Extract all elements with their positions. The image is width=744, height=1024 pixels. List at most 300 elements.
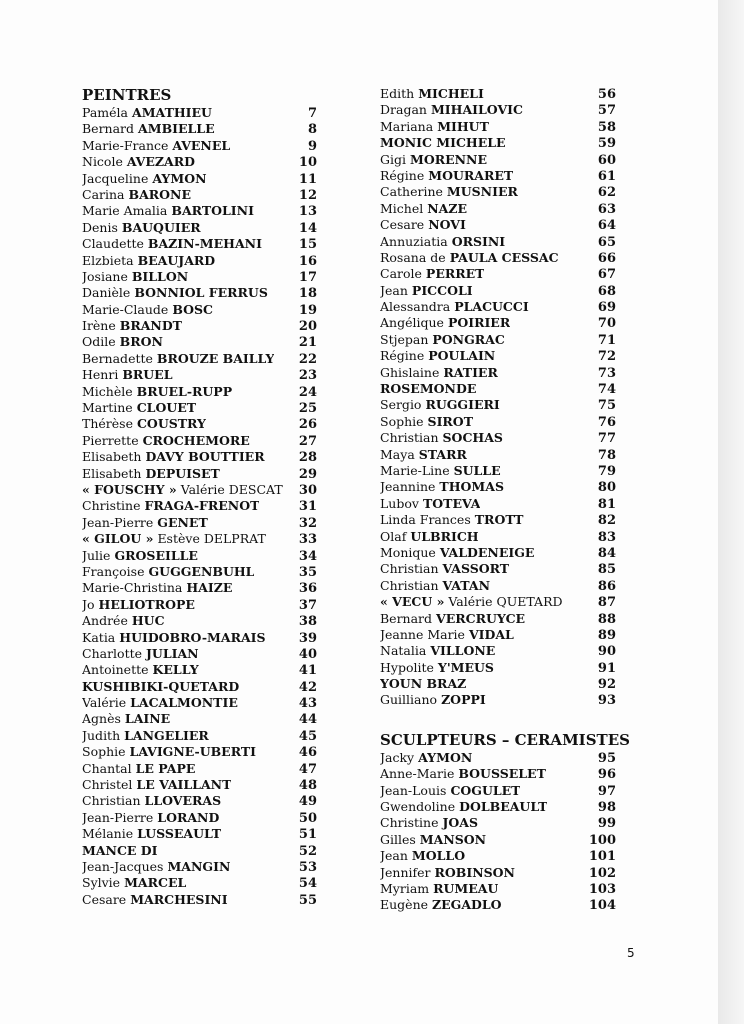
artist-last-name: TROTT: [474, 512, 524, 528]
artist-name: [380, 881, 498, 897]
page-ref: 35: [298, 564, 317, 580]
artist-first-name: « GILOU »: [82, 531, 154, 547]
artist-first-name: Mariana: [380, 118, 434, 134]
artist-last-name: VATAN: [442, 577, 491, 593]
artist-name: [380, 750, 472, 766]
artist-first-name: Thérèse: [82, 416, 133, 432]
index-entry: [82, 646, 317, 662]
page-ref: 64: [597, 218, 616, 234]
page-ref: 14: [298, 220, 317, 236]
artist-first-name: Marie-Line: [380, 462, 450, 478]
peintres-list-continued: [380, 86, 616, 709]
page-ref: 49: [298, 794, 317, 810]
artist-first-name: Gigi: [380, 151, 406, 167]
artist-last-name: SULLE: [453, 462, 501, 478]
artist-last-name: VERCRUYCE: [436, 610, 526, 626]
artist-last-name: LORAND: [157, 809, 220, 825]
artist-name: [82, 564, 254, 580]
artist-name: [82, 662, 199, 678]
artist-last-name: KELLY: [152, 662, 199, 678]
page-ref: 88: [597, 611, 616, 627]
page-ref: 79: [597, 463, 616, 479]
artist-name: [82, 334, 163, 350]
artist-first-name: Jacky: [380, 749, 415, 765]
artist-first-name: Hypolite: [380, 659, 434, 675]
artist-name: [380, 152, 487, 168]
artist-name: [82, 875, 186, 891]
index-entry: [82, 711, 317, 727]
artist-first-name: Claudette: [82, 236, 144, 252]
page-ref: 65: [597, 234, 616, 250]
artist-first-name: Elisabeth: [82, 465, 142, 481]
artist-last-name: POULAIN: [428, 348, 496, 364]
artist-first-name: Judith: [82, 727, 121, 743]
page-ref: 32: [298, 515, 317, 531]
artist-name: [82, 105, 212, 121]
page-ref: 97: [597, 783, 616, 799]
artist-name: [82, 187, 191, 203]
index-entry: [380, 479, 616, 495]
artist-last-name: COUSTRY: [136, 416, 206, 432]
artist-last-name: MICHELI: [418, 86, 484, 101]
artist-first-name: Christel: [82, 777, 133, 793]
artist-name: [380, 184, 518, 200]
index-entry: [82, 236, 317, 252]
index-entry: [82, 892, 317, 908]
page-ref: 56: [597, 87, 616, 102]
artist-last-name: PONGRAC: [432, 331, 505, 347]
artist-name: [82, 498, 259, 514]
page-ref: 75: [597, 398, 616, 414]
artist-last-name: BROUZE BAILLY: [156, 350, 275, 366]
index-entry: [82, 761, 317, 777]
index-entry: [82, 302, 317, 318]
index-entry: [82, 613, 317, 629]
artist-last-name: BAZIN-MEHANI: [147, 236, 262, 252]
artist-name: [380, 545, 534, 561]
index-entry: [380, 397, 616, 413]
artist-name: [82, 302, 213, 318]
artist-first-name: Christian: [380, 561, 439, 577]
page-ref: 51: [298, 827, 317, 843]
artist-name: [82, 859, 230, 875]
artist-name: [82, 121, 215, 137]
section-heading-peintres: PEINTRES: [82, 86, 172, 104]
index-entry: [380, 676, 616, 692]
page-ref: 20: [298, 319, 317, 335]
index-entry: [82, 318, 317, 334]
artist-name: [380, 299, 529, 315]
artist-last-name: ROSEMONDE: [380, 381, 477, 397]
artist-first-name: Christine: [380, 815, 439, 831]
artist-first-name: Christian: [380, 577, 439, 593]
index-entry: [380, 627, 616, 643]
sculpteurs-list: [380, 750, 616, 914]
index-entry: [82, 531, 317, 547]
page-ref: 101: [588, 849, 616, 865]
artist-first-name: Christian: [380, 430, 439, 446]
artist-first-name: Marie Amalia: [82, 203, 168, 219]
artist-name: [82, 646, 199, 662]
artist-last-name: Estève DELPRAT: [157, 531, 266, 547]
artist-last-name: AVEZARD: [126, 154, 195, 170]
artist-last-name: BRON: [119, 334, 163, 350]
artist-first-name: Jean-Jacques: [82, 858, 164, 874]
peintres-list: [82, 105, 317, 908]
page-ref: 91: [597, 660, 616, 676]
index-entry: [82, 105, 317, 121]
index-entry: [82, 285, 317, 301]
page-ref: 73: [597, 365, 616, 381]
index-entry: [380, 643, 616, 659]
page-edge-shadow: [718, 0, 744, 1024]
page-ref: 96: [597, 767, 616, 783]
artist-name: [82, 761, 195, 777]
artist-name: [380, 430, 503, 446]
artist-name: [380, 815, 478, 831]
artist-first-name: Sophie: [380, 413, 424, 429]
index-entry: [380, 529, 616, 545]
index-entry: [82, 695, 317, 711]
artist-name: [82, 711, 170, 727]
page-ref: 50: [298, 810, 317, 826]
page-ref: 45: [298, 728, 317, 744]
page-ref: 100: [588, 832, 616, 848]
page-ref: 30: [298, 482, 317, 498]
artist-name: [82, 351, 274, 367]
artist-last-name: YOUN BRAZ: [380, 676, 467, 692]
index-entry: [380, 447, 616, 463]
page-ref: 99: [597, 816, 616, 832]
artist-name: [380, 848, 465, 864]
artist-first-name: Bernadette: [82, 350, 153, 366]
artist-first-name: Bernard: [380, 610, 433, 626]
page-ref: 59: [597, 136, 616, 152]
artist-last-name: LACALMONTIE: [130, 695, 238, 711]
index-entry: [82, 187, 317, 203]
artist-first-name: Carina: [82, 186, 125, 202]
page-ref: 85: [597, 562, 616, 578]
artist-last-name: RUGGIERI: [425, 397, 500, 413]
artist-name: [380, 783, 520, 799]
artist-name: [82, 384, 232, 400]
page-ref: 89: [597, 627, 616, 643]
section-heading-sculpteurs: SCULPTEURS – CERAMISTES: [380, 730, 630, 749]
artist-last-name: AMATHIEU: [132, 105, 212, 120]
artist-last-name: BOSC: [172, 301, 213, 317]
artist-first-name: Christine: [82, 498, 141, 514]
artist-name: [380, 561, 509, 577]
artist-last-name: JOAS: [442, 815, 479, 831]
artist-first-name: Sylvie: [82, 875, 121, 891]
artist-first-name: Jacqueline: [82, 170, 149, 186]
artist-first-name: Denis: [82, 219, 118, 235]
page-ref: 22: [298, 351, 317, 367]
index-entry: [380, 234, 616, 250]
artist-last-name: SOCHAS: [442, 430, 503, 446]
index-entry: [380, 315, 616, 331]
artist-first-name: Maya: [380, 446, 415, 462]
artist-name: [82, 203, 254, 219]
artist-name: [380, 479, 504, 495]
artist-last-name: MANGIN: [167, 858, 231, 874]
index-entry: [380, 832, 616, 848]
page-ref: 48: [298, 778, 317, 794]
artist-first-name: Michel: [380, 200, 424, 216]
index-entry: [380, 430, 616, 446]
index-entry: [380, 594, 616, 610]
page-ref: 15: [298, 237, 317, 253]
artist-first-name: Chantal: [82, 760, 132, 776]
artist-last-name: HUIDOBRO-MARAIS: [119, 629, 266, 645]
artist-first-name: Danièle: [82, 285, 131, 301]
index-entry: [82, 498, 317, 514]
index-entry: [82, 449, 317, 465]
page-ref: 93: [597, 693, 616, 709]
index-entry: [82, 662, 317, 678]
index-entry: [82, 597, 317, 613]
index-entry: [380, 299, 616, 315]
artist-last-name: BAUQUIER: [121, 219, 201, 235]
artist-last-name: VASSORT: [442, 561, 510, 577]
artist-first-name: Lubov: [380, 495, 419, 511]
index-entry: [82, 220, 317, 236]
artist-last-name: LE VAILLANT: [136, 777, 232, 793]
artist-last-name: PICCOLI: [411, 282, 473, 298]
artist-name: [82, 220, 201, 236]
page-ref: 29: [298, 466, 317, 482]
artist-name: [380, 266, 484, 282]
artist-name: [380, 766, 546, 782]
artist-name: [380, 594, 563, 610]
artist-name: [82, 253, 215, 269]
artist-last-name: DOLBEAULT: [459, 799, 548, 815]
page-ref: 92: [597, 677, 616, 693]
artist-first-name: Ghislaine: [380, 364, 440, 380]
index-entry: [82, 580, 317, 596]
artist-name: [82, 679, 239, 695]
artist-first-name: Marie-Claude: [82, 301, 169, 317]
artist-name: [380, 381, 476, 397]
artist-last-name: VIDAL: [468, 626, 514, 642]
index-entry: [380, 119, 616, 135]
page-ref: 11: [298, 171, 317, 187]
artist-first-name: Gilles: [380, 831, 416, 847]
page-ref: 86: [597, 578, 616, 594]
page-ref: 60: [597, 152, 616, 168]
artist-name: [380, 578, 490, 594]
index-entry: [380, 881, 616, 897]
artist-first-name: Jean-Pierre: [82, 809, 154, 825]
artist-name: [82, 154, 195, 170]
index-entry: [380, 815, 616, 831]
index-entry: [380, 545, 616, 561]
artist-name: [82, 777, 231, 793]
artist-name: [82, 482, 283, 498]
page-ref: 38: [298, 614, 317, 630]
artist-last-name: ZEGADLO: [432, 897, 502, 913]
page-ref: 44: [298, 712, 317, 728]
artist-name: [82, 597, 195, 613]
artist-first-name: Eugène: [380, 897, 429, 913]
artist-last-name: ORSINI: [451, 233, 506, 249]
artist-last-name: ZOPPI: [441, 692, 486, 708]
artist-first-name: Rosana de: [380, 249, 446, 265]
artist-first-name: Monique: [380, 544, 436, 560]
page-ref: 95: [597, 750, 616, 766]
artist-first-name: Angélique: [380, 315, 444, 331]
index-entry: [82, 843, 317, 859]
page-ref: 18: [298, 286, 317, 302]
artist-name: [380, 529, 479, 545]
artist-first-name: Jean: [380, 282, 408, 298]
index-entry: [82, 367, 317, 383]
artist-first-name: Catherine: [380, 184, 443, 200]
page-ref: 21: [298, 335, 317, 351]
page-ref: 36: [298, 581, 317, 597]
artist-last-name: ULBRICH: [410, 528, 479, 544]
index-entry: [82, 433, 317, 449]
index-entry: [82, 810, 317, 826]
artist-name: [380, 119, 489, 135]
artist-last-name: AVENEL: [172, 137, 231, 153]
index-entry: [380, 152, 616, 168]
artist-last-name: ROBINSON: [434, 864, 515, 880]
artist-last-name: GUGGENBUHL: [148, 563, 255, 579]
artist-name: [82, 433, 250, 449]
artist-last-name: NOVI: [428, 217, 466, 233]
artist-name: [82, 449, 265, 465]
artist-first-name: Annuziatia: [380, 233, 448, 249]
artist-name: [380, 660, 494, 676]
page-ref: 62: [597, 185, 616, 201]
artist-first-name: Sophie: [82, 744, 126, 760]
artist-first-name: Cesare: [82, 891, 127, 907]
index-entry: [380, 332, 616, 348]
artist-last-name: FRAGA-FRENOT: [144, 498, 260, 514]
artist-first-name: Linda Frances: [380, 512, 471, 528]
page-ref: 67: [597, 267, 616, 283]
artist-first-name: Odile: [82, 334, 116, 350]
page-ref: 53: [298, 859, 317, 875]
artist-last-name: AYMON: [418, 749, 473, 765]
artist-first-name: Régine: [380, 348, 425, 364]
artist-first-name: Dragan: [380, 102, 427, 118]
page-ref: 82: [597, 513, 616, 529]
artist-last-name: MANSON: [419, 831, 487, 847]
artist-name: [82, 236, 262, 252]
artist-name: [82, 367, 173, 383]
index-entry: [82, 564, 317, 580]
artist-first-name: Natalia: [380, 643, 427, 659]
artist-last-name: MOLLO: [411, 848, 466, 864]
artist-first-name: Julie: [82, 547, 111, 563]
artist-last-name: STARR: [418, 446, 467, 462]
artist-first-name: Henri: [82, 367, 119, 383]
index-entry: [380, 496, 616, 512]
artist-name: [380, 447, 467, 463]
page-ref: 23: [298, 368, 317, 384]
artist-first-name: Gwendoline: [380, 799, 456, 815]
artist-last-name: NAZE: [427, 200, 468, 216]
artist-first-name: Paméla: [82, 105, 129, 120]
artist-name: [380, 799, 547, 815]
artist-last-name: PAULA CESSAC: [449, 249, 559, 265]
artist-first-name: Andrée: [82, 613, 128, 629]
artist-name: [380, 397, 500, 413]
artist-first-name: Agnès: [82, 711, 121, 727]
artist-last-name: COGULET: [450, 782, 521, 798]
artist-last-name: POIRIER: [447, 315, 511, 331]
page-ref: 103: [588, 881, 616, 897]
page-ref: 81: [597, 496, 616, 512]
artist-name: [380, 135, 506, 151]
index-entry: [380, 414, 616, 430]
index-entry: [380, 512, 616, 528]
artist-name: [380, 463, 501, 479]
index-entry: [82, 384, 317, 400]
page-ref: 77: [597, 431, 616, 447]
artist-first-name: « VECU »: [380, 594, 445, 610]
artist-last-name: HUC: [131, 613, 165, 629]
artist-first-name: Jeanne Marie: [380, 626, 465, 642]
artist-first-name: Katia: [82, 629, 116, 645]
index-entry: [380, 381, 616, 397]
artist-last-name: MIHUT: [437, 118, 489, 134]
artist-name: [380, 332, 505, 348]
page-ref: 13: [298, 204, 317, 220]
index-entry: [380, 783, 616, 799]
page-ref: 24: [298, 384, 317, 400]
page-ref: 63: [597, 201, 616, 217]
artist-last-name: MIHAILOVIC: [430, 102, 523, 118]
page-ref: 26: [298, 417, 317, 433]
page-number: 5: [627, 946, 635, 960]
artist-last-name: MARCEL: [124, 875, 187, 891]
artist-last-name: Valérie QUETARD: [448, 594, 563, 610]
artist-first-name: Myriam: [380, 880, 430, 896]
index-entry: [82, 630, 317, 646]
artist-name: [82, 531, 266, 547]
artist-name: [82, 138, 230, 154]
index-entry: [82, 154, 317, 170]
page-ref: 72: [597, 349, 616, 365]
page-ref: 90: [597, 644, 616, 660]
artist-last-name: MONIC MICHELE: [380, 135, 506, 151]
artist-last-name: MARCHESINI: [130, 891, 228, 907]
artist-last-name: MORENNE: [409, 151, 488, 167]
artist-last-name: MANCE DI: [82, 842, 158, 858]
artist-last-name: MOURARET: [428, 167, 514, 183]
artist-name: [82, 892, 228, 908]
page-ref: 58: [597, 119, 616, 135]
index-entry: [380, 184, 616, 200]
page-ref: 40: [298, 646, 317, 662]
artist-last-name: PERRET: [425, 266, 485, 282]
artist-last-name: DAVY BOUTTIER: [145, 449, 265, 465]
artist-name: [380, 315, 510, 331]
artist-last-name: LAVIGNE-UBERTI: [129, 744, 257, 760]
index-entry: [380, 168, 616, 184]
artist-last-name: GENET: [157, 514, 208, 530]
index-entry: [380, 86, 616, 102]
artist-first-name: Marie-France: [82, 137, 169, 153]
artist-first-name: Antoinette: [82, 662, 149, 678]
artist-name: [380, 512, 524, 528]
page-ref: 16: [298, 253, 317, 269]
artist-last-name: RUMEAU: [433, 880, 499, 896]
artist-first-name: Bernard: [82, 121, 135, 137]
